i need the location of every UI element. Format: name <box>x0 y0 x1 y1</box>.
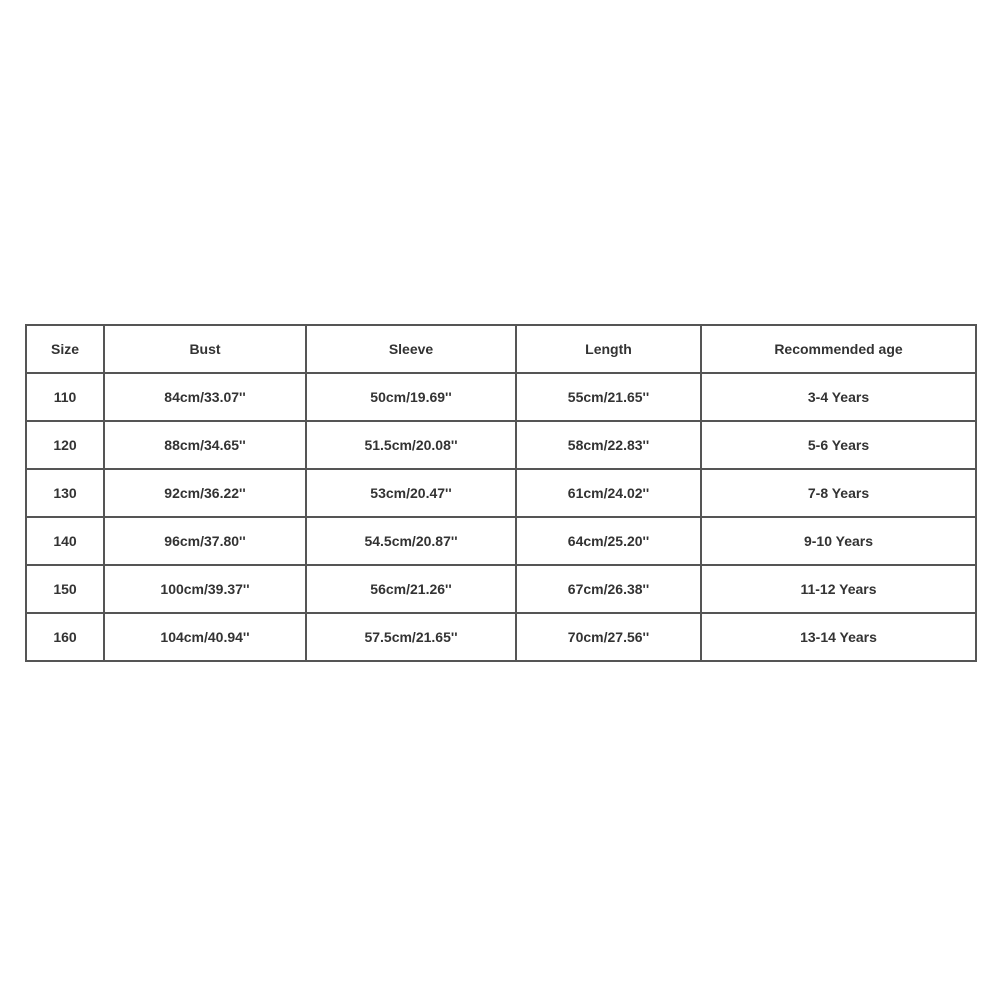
cell-sleeve: 56cm/21.26'' <box>306 565 516 613</box>
cell-sleeve: 57.5cm/21.65'' <box>306 613 516 661</box>
cell-sleeve: 53cm/20.47'' <box>306 469 516 517</box>
cell-size: 160 <box>26 613 104 661</box>
cell-bust: 100cm/39.37'' <box>104 565 306 613</box>
cell-length: 64cm/25.20'' <box>516 517 701 565</box>
cell-length: 61cm/24.02'' <box>516 469 701 517</box>
cell-length: 70cm/27.56'' <box>516 613 701 661</box>
cell-size: 110 <box>26 373 104 421</box>
cell-sleeve: 50cm/19.69'' <box>306 373 516 421</box>
table-row <box>26 613 976 661</box>
header-sleeve: Sleeve <box>306 325 516 373</box>
cell-size: 150 <box>26 565 104 613</box>
cell-size: 120 <box>26 421 104 469</box>
header-length: Length <box>516 325 701 373</box>
size-chart-table <box>25 324 977 662</box>
cell-bust: 84cm/33.07'' <box>104 373 306 421</box>
cell-recommended-age: 9-10 Years <box>701 517 976 565</box>
table-row <box>26 373 976 421</box>
cell-sleeve: 51.5cm/20.08'' <box>306 421 516 469</box>
cell-length: 58cm/22.83'' <box>516 421 701 469</box>
header-recommended-age: Recommended age <box>701 325 976 373</box>
cell-recommended-age: 13-14 Years <box>701 613 976 661</box>
cell-sleeve: 54.5cm/20.87'' <box>306 517 516 565</box>
table-row <box>26 469 976 517</box>
cell-length: 55cm/21.65'' <box>516 373 701 421</box>
header-bust: Bust <box>104 325 306 373</box>
header-size: Size <box>26 325 104 373</box>
cell-size: 130 <box>26 469 104 517</box>
cell-recommended-age: 7-8 Years <box>701 469 976 517</box>
cell-bust: 92cm/36.22'' <box>104 469 306 517</box>
table-row <box>26 517 976 565</box>
table-row <box>26 565 976 613</box>
cell-recommended-age: 5-6 Years <box>701 421 976 469</box>
table-row <box>26 421 976 469</box>
cell-bust: 96cm/37.80'' <box>104 517 306 565</box>
cell-bust: 104cm/40.94'' <box>104 613 306 661</box>
cell-recommended-age: 11-12 Years <box>701 565 976 613</box>
header-row <box>26 325 976 373</box>
cell-length: 67cm/26.38'' <box>516 565 701 613</box>
cell-bust: 88cm/34.65'' <box>104 421 306 469</box>
cell-size: 140 <box>26 517 104 565</box>
cell-recommended-age: 3-4 Years <box>701 373 976 421</box>
